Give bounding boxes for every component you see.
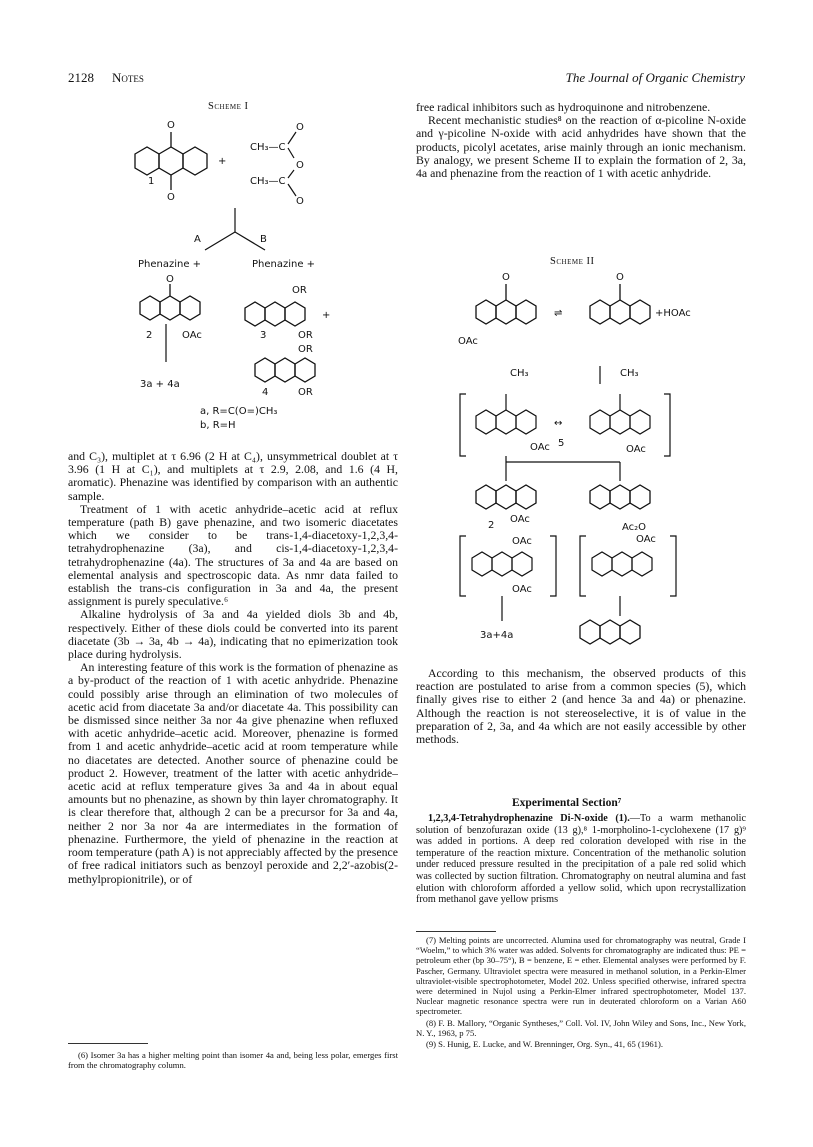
compound-4-or-bottom: OR <box>298 387 313 398</box>
compound-3-structure <box>245 302 305 326</box>
left-paragraph-3: Alkaline hydrolysis of 3a and 4a yielded diols 3b and 4b, respectively. Either of these diols could be converted into its parent diacetate (3b → 3a, 4b → 4a), indicating that no epimerization took place during hydrolysis. <box>68 607 398 662</box>
svg-text:O: O <box>167 120 175 131</box>
right-paragraph-2: Recent mechanistic studies⁸ on the reaction of α-picoline N-oxide and γ-picoline N-oxide with acid anhydrides have shown that the products, picolyl acetates, arise mainly through an ionic mechanism. By analogy, we present Scheme II to explain the formation of 2, 3a, 4a and phenazine from the reaction of 1 with acetic anhydride. <box>416 113 746 181</box>
left-paragraph-4: An interesting feature of this work is the formation of phenazine as a by-product of the reaction of 1 with acetic anhydride. Phenazine could possibly arise through an elimination of two molecules of acetic acid from diacetate 3a and/or diacetate 4a. This possibility can be dismissed since neither 3a nor 4a give phenazine when refluxed with acetic anhydride–acetic acid. Moreover, phenazine is formed from 1 and acetic anhydride–acetic acid at room temperature while no diacetates are detected. Another source of phenazine could be product 2. However, treatment of the latter with acetic anhydride–acetic acid at reflux temperature gives 3a and 4a in about equal amounts but no phenazine, as shown by thin layer chromatography. It is clear therefore that, although 2 can be a precursor for 3a and 4a, neither 2 nor 3a nor 4a are intermediates in the formation of phenazine. Furthermore, the yield of phenazine in the reaction at room temperature (path A) is not appreciably affected by the presence of free radical initiators such as benzoyl peroxide and 2,2′-azobis(2-methylpropionitrile), or of <box>68 660 398 886</box>
compound-1-label: 1 <box>148 176 155 187</box>
scheme-1-product: 3a + 4a <box>140 379 180 390</box>
scheme-1-title: Scheme I <box>208 101 249 112</box>
right-paragraph-3: According to this mechanism, the observed products of this reaction are postulated to arise from a common species (5), which finally gives rise to either 2 (and hence 3a and 4a) or phenazine. Although the reaction is not stereoselective, it is of value in the preparation of 2, 3a, and 4a which are not easily accessible by other methods. <box>416 666 746 747</box>
svg-text:⇌: ⇌ <box>554 308 563 319</box>
svg-text:+: + <box>322 310 331 321</box>
svg-text:+: + <box>218 156 227 167</box>
legend-a: a, R=C(O=)CH₃ <box>200 406 278 417</box>
svg-text:O: O <box>616 272 624 283</box>
left-footnote-rule <box>68 1043 148 1044</box>
footnote-8: (8) F. B. Mallory, “Organic Syntheses,” Coll. Vol. IV, John Wiley and Sons, Inc., New York, N. Y., 1963, p 75. <box>416 1017 746 1038</box>
compound-2-structure <box>140 284 200 320</box>
experimental-title: Experimental Section⁷ <box>512 797 622 809</box>
compound-2-label-s2: 2 <box>488 520 495 531</box>
svg-text:O: O <box>296 196 304 207</box>
hoac-label: +HOAc <box>655 308 691 319</box>
scheme-2-product: 3a+4a <box>480 630 514 641</box>
svg-text:O: O <box>296 160 304 171</box>
right-column-mid <box>416 667 746 746</box>
phenazine-plus-left: Phenazine + <box>138 259 202 270</box>
compound-3-label: 3 <box>260 330 267 341</box>
journal-title: The Journal of Organic Chemistry <box>565 70 745 85</box>
oac-5: OAc <box>530 442 550 453</box>
ac2o-label: Ac₂O <box>622 522 647 533</box>
path-a-label: A <box>194 234 201 245</box>
compound-1-structure <box>135 132 207 190</box>
compound-3-or-top: OR <box>292 285 307 296</box>
compound-2-label: 2 <box>146 330 153 341</box>
running-section: Notes <box>112 70 144 85</box>
footnote-6: (6) Isomer 3a has a higher melting point than isomer 4a and, being less polar, emerges first from the chromatography column. <box>68 1050 398 1071</box>
oac-row4-left: OAc <box>512 536 532 547</box>
phenazine-structure <box>580 620 640 644</box>
ch3-left: CH₃ <box>510 368 529 379</box>
svg-text:O: O <box>502 272 510 283</box>
left-column-body <box>68 450 398 942</box>
right-footnote-rule <box>416 931 496 932</box>
svg-text:O: O <box>167 192 175 203</box>
ch3-right: CH₃ <box>620 368 639 379</box>
experimental-compound-heading: 1,2,3,4-Tetrahydrophenazine Di-N-oxide (1). <box>428 813 630 824</box>
compound-2-oac: OAc <box>182 330 202 341</box>
footnote-7: (7) Melting points are uncorrected. Alumina used for chromatography was neutral, Grade I “Woelm,” to which 3% water was added. Solvents for chromatography are indicated thus: PE = petroleum ether (bp 30–75°), B = benzene, E = ether. Elemental analyses were performed by F. Pascher, Germany. Ultraviolet spectra were measured in methanol solution, in a Perkin-Elmer ultraviolet-visible spectrophotometer, Model 202. Unless specified otherwise, infrared spectra were determined in Nujol using a Perkin-Elmer infrared spectrophotometer, Model 137. Nuclear magnetic resonance spectra were run in deuterated chloroform on a Varian A60 spectrometer. <box>416 935 746 1017</box>
compound-4-label: 4 <box>262 387 269 398</box>
svg-text:O: O <box>166 274 174 285</box>
left-paragraph-2: Treatment of 1 with acetic anhydride–acetic acid at reflux temperature (path B) gave phenazine, and two isomeric diacetates which we consider to be trans-1,4-diacetoxy-1,2,3,4-tetrahydrophenazine (3a), and cis-1,4-diacetoxy-1,2,3,4-tetrahydrophenazine (4a). The structures of 3a and 4a are based on elemental analysis and spectroscopic data. As nmr data failed to establish the trans-cis configuration in 3a and 4a, the present assignment is purely speculative.⁶ <box>68 501 398 609</box>
experimental-body <box>416 813 746 906</box>
oac-5b: OAc <box>626 444 646 455</box>
compound-4-structure <box>255 358 315 382</box>
left-footnote <box>68 1050 398 1071</box>
oac-left: OAc <box>458 336 478 347</box>
scheme-2-title: Scheme II <box>550 256 595 267</box>
oac-2: OAc <box>510 514 530 525</box>
experimental-text: —To a warm methanolic solution of benzofurazan oxide (13 g),⁸ 1-morpholino-1-cyclohexene (17 g)⁹ was added in portions. A deep red coloration developed with rise in the temperature of the reaction mixture. Concentration of the methanolic solution under reduced pressure resulted in the precipitation of a pale red solid which was collected by suction filtration. Chromatography on neutral alumina and fast elution with chloroform afforded a yellow solid, which upon recrystallization from methanol gave yellow prisms <box>416 813 746 906</box>
svg-text:↔: ↔ <box>554 418 563 429</box>
compound-3-or-bottom: OR <box>298 330 313 341</box>
scheme-1-figure <box>110 112 390 442</box>
oac-row4-right: OAc <box>636 534 656 545</box>
compound-4-or-top: OR <box>298 344 313 355</box>
right-column-top <box>416 101 746 180</box>
phenazine-plus-right: Phenazine + <box>252 259 316 270</box>
left-paragraph-1: and C₃), multiplet at τ 6.96 (2 H at C₄), unsymmetrical doublet at τ 3.96 (1 H at C₁), and multiplets at τ 2.9, 2.08, and 1.6 (4 H, aromatic). Phenazine was identified by comparison with an authentic sample. <box>68 450 398 503</box>
species-5-label: 5 <box>558 438 565 449</box>
svg-text:CH₃—C: CH₃—C <box>250 142 286 153</box>
scheme-2-figure <box>440 266 740 666</box>
oac-row4-bottom: OAc <box>512 584 532 595</box>
svg-text:O: O <box>296 122 304 133</box>
page-number: 2128 <box>68 70 94 85</box>
footnote-9: (9) S. Hunig, E. Lucke, and W. Brenninger, Org. Syn., 41, 65 (1961). <box>426 1039 663 1050</box>
path-b-label: B <box>260 234 267 245</box>
legend-b: b, R=H <box>200 420 236 431</box>
right-paragraph-1: free radical inhibitors such as hydroquinone and nitrobenzene. <box>416 100 711 114</box>
right-footnotes <box>416 935 746 1050</box>
svg-text:CH₃—C: CH₃—C <box>250 176 286 187</box>
